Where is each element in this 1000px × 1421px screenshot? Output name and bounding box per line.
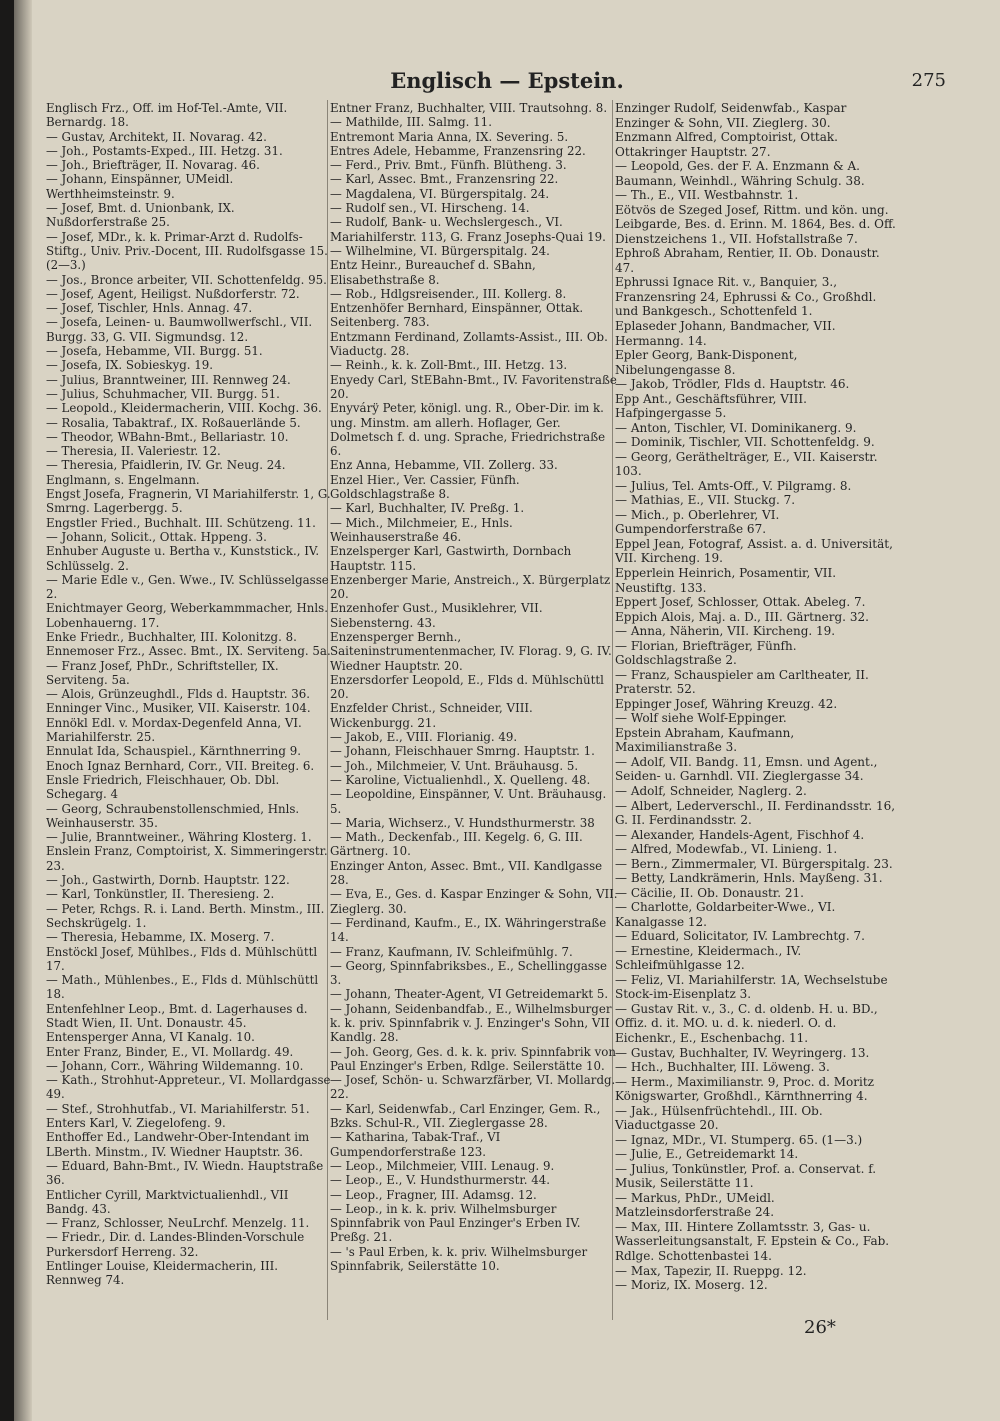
directory-entry: — Moriz, IX. Moserg. 12. xyxy=(615,1278,768,1293)
directory-entry: — Rob., Hdlgsreisender., III. Kollerg. 8. xyxy=(330,286,567,301)
directory-entry: — Hch., Buchhalter, III. Löweng. 3. xyxy=(615,1060,830,1075)
directory-entry: Enninger Vinc., Musiker, VII. Kaiserstr. 104. xyxy=(46,701,311,716)
directory-entry: Entlinger Louise, Kleidermacherin, III. Rennweg 74. xyxy=(46,1259,279,1288)
directory-entry: — Josef, Schön- u. Schwarzfärber, VI. Mollardg. 22. xyxy=(330,1073,616,1102)
directory-entry: Enzensperger Bernh., Saiteninstrumentenmacher, IV. Florag. 9, G. IV. Wiedner Hauptstr. 20. xyxy=(330,629,612,673)
directory-entry: — Peter, Rchgs. R. i. Land. Berth. Minstm., III. Sechskrügelg. 1. xyxy=(46,901,325,930)
directory-entry: Engst Josefa, Fragnerin, VI Mariahilferstr. 1, G. Smrng. Lagerbergg. 5. xyxy=(46,487,331,516)
running-title: Englisch — Epstein. xyxy=(390,68,624,93)
directory-entry: Epler Georg, Bank-Disponent, Nibelungengasse 8. xyxy=(615,348,798,377)
directory-entry: — Theresia, Pfaidlerin, IV. Gr. Neug. 24. xyxy=(46,458,286,473)
directory-entry: — Mich., p. Oberlehrer, VI. Gumpendorferstraße 67. xyxy=(615,507,780,537)
directory-entry: — Wolf siehe Wolf-Eppinger. xyxy=(615,711,787,726)
directory-entry: Enhuber Auguste u. Bertha v., Kunststick., IV. Schlüsselg. 2. xyxy=(46,544,320,573)
directory-entry: — Leop., E., V. Hundsthurmerstr. 44. xyxy=(330,1173,550,1188)
directory-entry: — Math., Deckenfab., III. Kegelg. 6, G. III. Gärtnerg. 10. xyxy=(330,830,583,859)
directory-entry: — Franz, Kaufmann, IV. Schleifmühlg. 7. xyxy=(330,944,573,959)
directory-entry: — Johann, Theater-Agent, VI Getreidemarkt 5. xyxy=(330,987,609,1002)
directory-entry: — Gustav, Architekt, II. Novarag. 42. xyxy=(46,129,267,144)
directory-entry: — Herm., Maximilianstr. 9, Proc. d. Moritz Königswarter, Großhdl., Kärnthnerring 4. xyxy=(615,1074,874,1104)
directory-entry: — Karl, Seidenwfab., Carl Enzinger, Gem. R., Bzks. Schul-R., VII. Zieglergasse 28. xyxy=(330,1101,601,1131)
directory-entry: — Leop., Milchmeier, VIII. Lenaug. 9. xyxy=(330,1158,555,1173)
directory-entry: — Albert, Lederverschl., II. Ferdinandsstr. 16, G. II. Ferdinandsstr. 2. xyxy=(615,798,896,828)
page-header xyxy=(44,68,970,96)
directory-entry: — Mathias, E., VII. Stuckg. 7. xyxy=(615,493,796,508)
sheet-signature: 26* xyxy=(804,1317,836,1338)
directory-entry: Enstöckl Josef, Mühlbes., Flds d. Mühlschüttl 17. xyxy=(46,944,318,973)
directory-entry: — Leop., Fragner, III. Adamsg. 12. xyxy=(330,1187,537,1202)
directory-entry: — Franz Josef, PhDr., Schriftsteller, IX. Serviteng. 5a. xyxy=(46,658,279,687)
directory-entry: — Josefa, IX. Sobieskyg. 19. xyxy=(46,358,214,373)
directory-entry: — Mathilde, III. Salmg. 11. xyxy=(330,115,492,130)
directory-entry: — Alois, Grünzeughdl., Flds d. Hauptstr. 36. xyxy=(46,687,311,702)
directory-entry: Enters Karl, V. Ziegelofeng. 9. xyxy=(46,1116,226,1131)
directory-entry: — Johann, Solicit., Ottak. Hppeng. 3. xyxy=(46,529,267,544)
directory-entry: — Leopold, Ges. der F. A. Enzmann & A. Baumann, Weinhdl., Währing Schulg. 38. xyxy=(615,159,865,188)
directory-entry: — Alfred, Modewfab., VI. Linieng. 1. xyxy=(615,842,838,857)
directory-entry: — Jakob, Trödler, Flds d. Hauptstr. 46. xyxy=(615,377,850,392)
directory-entry: Eppich Alois, Maj. a. D., III. Gärtnerg. 32. xyxy=(615,609,869,624)
directory-entry: — Stef., Strohhutfab., VI. Mariahilferstr. 51. xyxy=(46,1101,310,1116)
directory-entry: — Ferd., Priv. Bmt., Fünfh. Blütheng. 3. xyxy=(330,158,567,173)
directory-entry: — Rudolf sen., VI. Hirscheng. 14. xyxy=(330,201,530,216)
directory-entry: — Karl, Assec. Bmt., Franzensring 22. xyxy=(330,172,559,187)
directory-entry: Entner Franz, Buchhalter, VIII. Trautsohng. 8. xyxy=(330,101,608,115)
directory-entry: Entremont Maria Anna, IX. Severing. 5. xyxy=(330,129,569,144)
directory-entry: — Ferdinand, Kaufm., E., IX. Währingerstraße 14. xyxy=(330,915,607,945)
directory-entry: Entlicher Cyrill, Marktvictualienhdl., VII Bandg. 43. xyxy=(46,1187,289,1216)
directory-entry: — Bern., Zimmermaler, VI. Bürgerspitalg. 23. xyxy=(615,856,893,871)
directory-entry: Enoch Ignaz Bernhard, Corr., VII. Breiteg. 6. xyxy=(46,758,315,773)
directory-entry: Entensperger Anna, VI Kanalg. 10. xyxy=(46,1030,255,1045)
directory-entry: — Julie, Branntweiner., Währing Klosterg. 1. xyxy=(46,830,312,845)
directory-entry: — Cäcilie, II. Ob. Donaustr. 21. xyxy=(615,885,804,900)
directory-entry: — Franz, Schauspieler am Carltheater, II. Praterstr. 52. xyxy=(615,667,869,697)
directory-entry: Enyvárÿ Peter, königl. ung. R., Ober-Dir. im k. ung. Minstm. am allerh. Hoflager, Ger. Dolmetsch f. d. ung. Sprache, Friedrichstraße 6. xyxy=(330,401,606,459)
directory-entry: — Johann, Corr., Währing Wildemanng. 10. xyxy=(46,1058,304,1073)
directory-entry: Englisch Frz., Off. im Hof-Tel.-Amte, VII. Bernardg. 18. xyxy=(46,101,288,130)
directory-entry: — Johann, Seidenbandfab., E., Wilhelmsburger k. k. priv. Spinnfabrik v. J. Enzinger's Sohn, VII Kandlg. 28. xyxy=(330,1001,612,1045)
directory-page xyxy=(14,0,1000,1421)
directory-entry: Entzmann Ferdinand, Zollamts-Assist., III. Ob. Viaductg. 28. xyxy=(330,329,608,359)
directory-entry: Enke Friedr., Buchhalter, III. Kolonitzg. 8. xyxy=(46,629,297,644)
directory-entry: Epstein Abraham, Kaufmann, Maximilianstraße 3. xyxy=(615,725,795,755)
directory-entry: — Alexander, Handels-Agent, Fischhof 4. xyxy=(615,827,865,842)
directory-entry: — Rosalia, Tabaktraf., IX. Roßauerlände 5. xyxy=(46,415,301,430)
directory-entry: — Kath., Strohhut-Appreteur., VI. Mollardgasse 49. xyxy=(46,1073,331,1102)
directory-entry: — 's Paul Erben, k. k. priv. Wilhelmsburger Spinnfabrik, Seilerstätte 10. xyxy=(330,1244,588,1274)
directory-entry: — Max, Tapezir, II. Rueppg. 12. xyxy=(615,1263,807,1278)
directory-entry: — Julius, Schuhmacher, VII. Burgg. 51. xyxy=(46,386,280,401)
directory-entry: Enichtmayer Georg, Weberkammmacher, Hnls. Lobenhauerng. 17. xyxy=(46,601,328,630)
directory-entry: — Math., Mühlenbes., E., Flds d. Mühlschüttl 18. xyxy=(46,973,319,1002)
directory-entry: — Feliz, VI. Mariahilferstr. 1A, Wechselstube Stock-im-Eisenplatz 3. xyxy=(615,972,888,1002)
directory-entry: — Friedr., Dir. d. Landes-Blinden-Vorschule Purkersdorf Herreng. 32. xyxy=(46,1230,305,1259)
directory-column-3 xyxy=(615,101,897,1293)
directory-entry: — Theresia, II. Valeriestr. 12. xyxy=(46,444,221,459)
page-number: 275 xyxy=(911,70,946,91)
directory-entry: Entres Adele, Hebamme, Franzensring 22. xyxy=(330,143,586,158)
directory-entry: — Rudolf, Bank- u. Wechslergesch., VI. Mariahilferstr. 113, G. Franz Josephs-Quai 19. xyxy=(330,215,606,244)
directory-entry: — Maria, Wichserz., V. Hundsthurmerstr. 38 xyxy=(330,815,595,830)
directory-entry: — Leop., in k. k. priv. Wilhelmsburger Spinnfabrik von Paul Enzinger's Erben IV. Preßg. 21. xyxy=(330,1201,581,1245)
directory-entry: — Mich., Milchmeier, E., Hnls. Weinhauserstraße 46. xyxy=(330,515,513,544)
directory-entry: Englmann, s. Engelmann. xyxy=(46,472,200,487)
directory-entry: — Joh., Briefträger, II. Novarag. 46. xyxy=(46,158,260,173)
directory-entry: Enzel Hier., Ver. Cassier, Fünfh. Goldschlagstraße 8. xyxy=(330,472,520,502)
directory-entry: Enzenberger Marie, Anstreich., X. Bürgerplatz 20. xyxy=(330,572,611,602)
directory-entry: Eppel Jean, Fotograf, Assist. a. d. Universität, VII. Kircheng. 19. xyxy=(615,536,893,566)
directory-entry: — Eva, E., Ges. d. Kaspar Enzinger & Sohn, VII. Zieglerg. 30. xyxy=(330,887,618,916)
directory-entry: Eötvös de Szeged Josef, Rittm. und kön. ung. Leibgarde, Bes. d. Erinn. M. 1864, Bes. d. Off. Dienstzeichens 1., VII. Hofstallstraße 7. xyxy=(615,202,896,246)
directory-entry: — Markus, PhDr., UMeidl. Matzleinsdorferstraße 24. xyxy=(615,1190,775,1220)
directory-entry: — Jak., Hülsenfrüchtehdl., III. Ob. Viaductgasse 20. xyxy=(615,1103,823,1133)
directory-entry: — Joh. Georg, Ges. d. k. k. priv. Spinnfabrik von Paul Enzinger's Erben, Rdlge. Seilerstätte 10. xyxy=(330,1044,616,1073)
directory-entry: — Julius, Branntweiner, III. Rennweg 24. xyxy=(46,372,291,387)
directory-entry: — Julius, Tel. Amts-Off., V. Pilgramg. 8. xyxy=(615,478,852,493)
directory-entry: — Ignaz, MDr., VI. Stumperg. 65. (1—3.) xyxy=(615,1132,863,1147)
directory-entry: Eplaseder Johann, Bandmacher, VII. Hermanng. 14. xyxy=(615,318,836,348)
directory-entry: Enzinger Rudolf, Seidenwfab., Kaspar Enzinger & Sohn, VII. Zieglerg. 30. xyxy=(615,101,847,130)
directory-entry: — Joh., Milchmeier, V. Unt. Bräuhausg. 5. xyxy=(330,758,579,773)
directory-entry: — Gustav Rit. v., 3., C. d. oldenb. H. u. BD., Offiz. d. it. MO. u. d. k. niederl. O. d. Eichenkr., E., Eschenbachg. 11. xyxy=(615,1001,878,1045)
directory-entry: — Reinh., k. k. Zoll-Bmt., III. Hetzg. 13. xyxy=(330,358,568,373)
directory-entry: Ennemoser Frz., Assec. Bmt., IX. Serviteng. 5a. xyxy=(46,644,331,659)
directory-entry: — Anton, Tischler, VI. Dominikanerg. 9. xyxy=(615,420,857,435)
directory-entry: Entenfehlner Leop., Bmt. d. Lagerhauses d. Stadt Wien, II. Unt. Donaustr. 45. xyxy=(46,1001,308,1030)
directory-entry: — Marie Edle v., Gen. Wwe., IV. Schlüsselgasse 2. xyxy=(46,572,329,602)
directory-entry: — Max, III. Hintere Zollamtsstr. 3, Gas- u. Wasserleitungsanstalt, F. Epstein & Co., Fab. Rdlge. Schottenbastei 14. xyxy=(615,1219,890,1263)
directory-entry: — Florian, Briefträger, Fünfh. Goldschlagstraße 2. xyxy=(615,638,797,668)
directory-entry: — Eduard, Bahn-Bmt., IV. Wiedn. Hauptstraße 36. xyxy=(46,1158,324,1188)
directory-entry: — Georg, Schraubenstollenschmied, Hnls. Weinhauserstr. 35. xyxy=(46,801,300,830)
directory-entry: Engstler Fried., Buchhalt. III. Schützeng. 11. xyxy=(46,515,316,530)
directory-entry: — Julie, E., Getreidemarkt 14. xyxy=(615,1147,799,1162)
directory-entry: Ephrussi Ignace Rit. v., Banquier, 3., Franzensring 24, Ephrussi & Co., Großhdl. und Bankgesch., Schottenfeld 1. xyxy=(615,275,877,319)
directory-entry: Enzmann Alfred, Comptoirist, Ottak. Ottakringer Hauptstr. 27. xyxy=(615,130,838,159)
directory-entry: — Adolf, Schneider, Naglerg. 2. xyxy=(615,783,807,798)
directory-entry: Epperlein Heinrich, Posamentir, VII. Neustiftg. 133. xyxy=(615,566,837,595)
directory-entry: — Josef, Tischler, Hnls. Annag. 47. xyxy=(46,301,253,316)
directory-entry: — Karl, Tonkünstler, II. Theresieng. 2. xyxy=(46,887,275,902)
directory-entry: — Th., E., VII. Westbahnstr. 1. xyxy=(615,188,799,203)
directory-entry: — Charlotte, Goldarbeiter-Wwe., VI. Kanalgasse 12. xyxy=(615,900,836,929)
directory-entry: Ensle Friedrich, Fleischhauer, Ob. Dbl. Schegarg. 4 xyxy=(46,772,280,802)
directory-entry: — Josef, MDr., k. k. Primar-Arzt d. Rudolfs-Stiftg., Univ. Priv.-Docent, III. Rudolfsgasse 15. (2—3.) xyxy=(46,229,328,273)
directory-entry: Enter Franz, Binder, E., VI. Mollardg. 49. xyxy=(46,1044,294,1059)
directory-entry: — Leopold., Kleidermacherin, VIII. Kochg. 36. xyxy=(46,401,322,416)
directory-entry: — Theresia, Hebamme, IX. Moserg. 7. xyxy=(46,930,275,945)
directory-column-1 xyxy=(46,101,334,1288)
directory-entry: — Jos., Bronce arbeiter, VII. Schottenfeldg. 95. xyxy=(46,272,327,287)
directory-entry: — Franz, Schlosser, NeuLrchf. Menzelg. 11. xyxy=(46,1216,310,1231)
directory-entry: Epp Ant., Geschäftsführer, VIII. Hafpingergasse 5. xyxy=(615,391,807,421)
directory-entry: — Dominik, Tischler, VII. Schottenfeldg. 9. xyxy=(615,435,875,450)
directory-entry: — Josef, Agent, Heiligst. Nußdorferstr. 72. xyxy=(46,286,300,301)
directory-entry: — Ernestine, Kleidermach., IV. Schleifmühlgasse 12. xyxy=(615,943,802,973)
directory-entry: — Betty, Landkrämerin, Hnls. Mayßeng. 31. xyxy=(615,871,883,886)
directory-entry: — Josefa, Hebamme, VII. Burgg. 51. xyxy=(46,344,263,359)
directory-entry: — Leopoldine, Einspänner, V. Unt. Bräuhausg. 5. xyxy=(330,787,607,816)
directory-entry: — Julius, Tonkünstler, Prof. a. Conservat. f. Musik, Seilerstätte 11. xyxy=(615,1161,877,1191)
directory-entry: Enzersdorfer Leopold, E., Flds d. Mühlschüttl 20. xyxy=(330,672,604,702)
directory-entry: — Eduard, Solicitator, IV. Lambrechtg. 7. xyxy=(615,929,865,944)
directory-entry: — Theodor, WBahn-Bmt., Bellariastr. 10. xyxy=(46,429,289,444)
directory-entry: — Wilhelmine, VI. Bürgerspitalg. 24. xyxy=(330,243,550,258)
directory-entry: Eppert Josef, Schlosser, Ottak. Abeleg. 7. xyxy=(615,595,866,610)
directory-entry: Enzelsperger Karl, Gastwirth, Dornbach Hauptstr. 115. xyxy=(330,544,572,573)
directory-entry: — Joh., Gastwirth, Dornb. Hauptstr. 122. xyxy=(46,873,290,888)
directory-entry: — Georg, Spinnfabriksbes., E., Schellinggasse 3. xyxy=(330,958,608,988)
directory-entry: — Josef, Bmt. d. Unionbank, IX. Nußdorferstraße 25. xyxy=(46,201,235,230)
directory-entry: — Johann, Fleischhauer Smrng. Hauptstr. 1. xyxy=(330,744,595,759)
directory-entry: — Gustav, Buchhalter, IV. Weyringerg. 13. xyxy=(615,1045,870,1060)
directory-entry: Enyedy Carl, StEBahn-Bmt., IV. Favoritenstraße 20. xyxy=(330,372,617,401)
directory-entry: — Johann, Einspänner, UMeidl. Werthheimsteinstr. 9. xyxy=(46,172,234,201)
directory-entry: Ephroß Abraham, Rentier, II. Ob. Donaustr. 47. xyxy=(615,246,880,275)
directory-entry: Enzfelder Christ., Schneider, VIII. Wickenburgg. 21. xyxy=(330,701,533,730)
directory-column-2 xyxy=(330,101,619,1273)
directory-entry: Ennulat Ida, Schauspiel., Kärnthnerring 9. xyxy=(46,744,301,759)
directory-entry: — Karoline, Victualienhdl., X. Quelleng. 48. xyxy=(330,772,591,787)
directory-entry: — Josefa, Leinen- u. Baumwollwerfschl., VII. Burgg. 33, G. VII. Sigmundsg. 12. xyxy=(46,315,313,344)
directory-entry: Enz Anna, Hebamme, VII. Zollerg. 33. xyxy=(330,458,558,473)
directory-entry: Entz Heinr., Bureauchef d. SBahn, Elisabethstraße 8. xyxy=(330,258,536,287)
directory-entry: Enthoffer Ed., Landwehr-Ober-Intendant im LBerth. Minstm., IV. Wiedner Hauptstr. 36. xyxy=(46,1130,310,1159)
directory-entry: — Magdalena, VI. Bürgerspitalg. 24. xyxy=(330,186,550,201)
directory-entry: — Jakob, E., VIII. Florianig. 49. xyxy=(330,730,518,745)
directory-entry: — Karl, Buchhalter, IV. Preßg. 1. xyxy=(330,501,525,516)
directory-entry: — Katharina, Tabak-Traf., VI Gumpendorferstraße 123. xyxy=(330,1130,501,1159)
directory-entry: Enzinger Anton, Assec. Bmt., VII. Kandlgasse 28. xyxy=(330,858,603,888)
directory-entry: — Anna, Näherin, VII. Kircheng. 19. xyxy=(615,624,836,639)
directory-entry: Entzenhöfer Bernhard, Einspänner, Ottak. Seitenberg. 783. xyxy=(330,301,584,330)
directory-entry: Enzenhofer Gust., Musiklehrer, VII. Siebensterng. 43. xyxy=(330,601,543,630)
directory-entry: — Joh., Postamts-Exped., III. Hetzg. 31. xyxy=(46,143,283,158)
directory-entry: Enslein Franz, Comptoirist, X. Simmeringerstr. 23. xyxy=(46,844,328,873)
directory-entry: — Adolf, VII. Bandg. 11, Emsn. und Agent., Seiden- u. Garnhdl. VII. Zieglergasse 34. xyxy=(615,754,878,784)
directory-entry: Ennökl Edl. v. Mordax-Degenfeld Anna, VI. Mariahilferstr. 25. xyxy=(46,715,302,745)
directory-entry: Eppinger Josef, Währing Kreuzg. 42. xyxy=(615,696,838,711)
directory-entry: — Georg, Geräthelträger, E., VII. Kaiserstr. 103. xyxy=(615,449,878,479)
